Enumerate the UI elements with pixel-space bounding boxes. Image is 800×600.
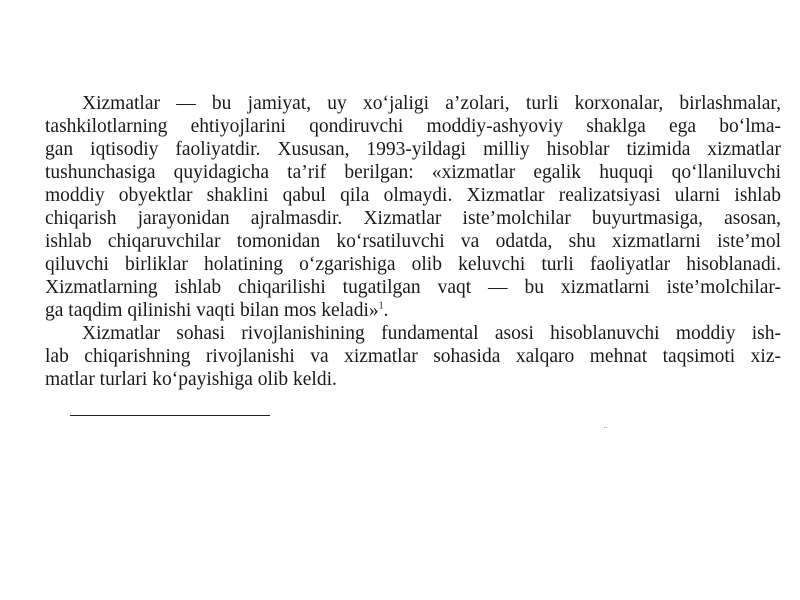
paragraph-2-line-2: lab chiqarishning rivojlanishi va xizmatlar sohasida xalqaro mehnat taqsimoti xiz- <box>45 346 781 367</box>
paragraph-1-line-1: Xizmatlar — bu jamiyat, uy xo‘jaligi a’zolari, turli korxonalar, birlashmalar, <box>82 93 781 114</box>
paragraph-2-line-1: Xizmatlar sohasi rivojlanishining fundamental asosi hisoblanuvchi moddiy ish- <box>82 323 781 344</box>
paragraph-1-line-10-text: ga taqdim qilinishi vaqti bilan mos keladi» <box>45 300 379 321</box>
paragraph-1-ending: . <box>383 300 389 321</box>
paragraph-1-line-2: tashkilotlarning ehtiyojlarini qondiruvchi moddiy-ashyoviy shaklga ega bo‘lma- <box>45 116 781 137</box>
footnote-marker: 1 <box>378 300 384 312</box>
scan-speck: ¨ <box>604 425 607 435</box>
paragraph-1-line-10 <box>45 299 781 322</box>
paragraph-1-line-3: gan iqtisodiy faoliyatdir. Xususan, 1993-yildagi milliy hisoblar tizimida xizmatlar <box>45 139 781 160</box>
paragraph-2-line-3: matlar turlari ko‘payishiga olib keldi. <box>45 369 337 390</box>
footnote-separator-rule <box>70 415 270 416</box>
paragraph-1-line-8: qiluvchi birliklar holatining o‘zgarishiga olib keluvchi turli faoliyatlar hisoblanadi. <box>45 254 781 275</box>
paragraph-1-line-4: tushunchasiga quyidagicha ta’rif berilgan: «xizmatlar egalik huquqi qo‘llaniluvchi <box>45 162 781 183</box>
paragraph-1-line-6: chiqarish jarayonidan ajralmasdir. Xizmatlar iste’molchilar buyurtmasiga, asosan, <box>45 208 781 229</box>
paragraph-1-line-7: ishlab chiqaruvchilar tomonidan ko‘rsatiluvchi va odatda, shu xizmatlarni iste’mol <box>45 231 781 252</box>
body-text <box>45 92 781 391</box>
paragraph-1-line-9: Xizmatlarning ishlab chiqarilishi tugatilgan vaqt — bu xizmatlarni iste’molchilar- <box>45 277 781 298</box>
paragraph-1-line-5: moddiy obyektlar shaklini qabul qila olmaydi. Xizmatlar realizatsiyasi ularni ishlab <box>45 185 781 206</box>
